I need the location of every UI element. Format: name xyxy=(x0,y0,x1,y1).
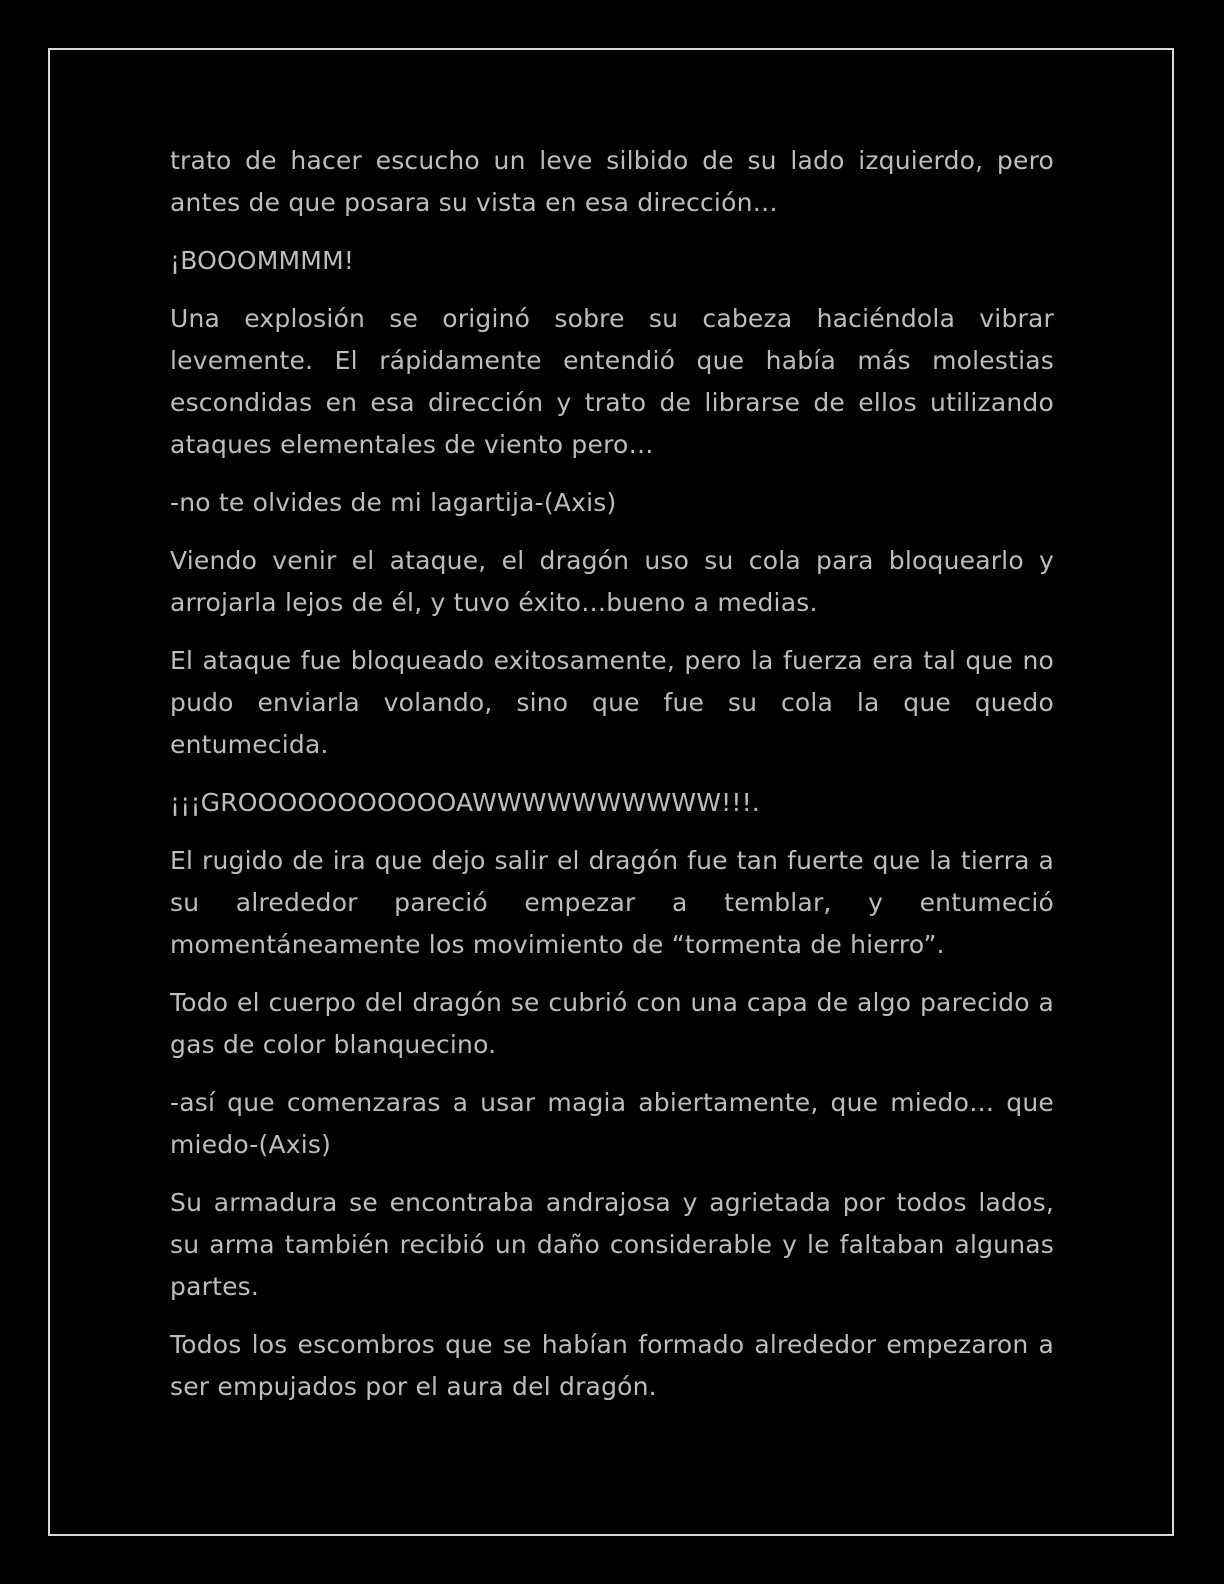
paragraph: -así que comenzaras a usar magia abiertamente, que miedo… que miedo-(Axis) xyxy=(170,1088,1054,1159)
story-text xyxy=(170,140,1054,1424)
paragraph: El rugido de ira que dejo salir el dragón fue tan fuerte que la tierra a su alrededor pareció empezar a temblar, y entumeció momentáneamente los movimiento de “tormenta de hierro”. xyxy=(170,846,1054,959)
paragraph: Todo el cuerpo del dragón se cubrió con una capa de algo parecido a gas de color blanquecino. xyxy=(170,988,1054,1059)
paragraph: ¡BOOOMMMM! xyxy=(170,246,355,275)
paragraph: El ataque fue bloqueado exitosamente, pero la fuerza era tal que no pudo enviarla volando, sino que fue su cola la que quedo entumecida. xyxy=(170,646,1054,759)
paragraph: ¡¡¡GROOOOOOOOOOOAWWWWWWWWWW!!!. xyxy=(170,788,760,817)
paragraph: trato de hacer escucho un leve silbido de su lado izquierdo, pero antes de que posara su vista en esa dirección… xyxy=(170,146,1054,217)
paragraph: Todos los escombros que se habían formado alrededor empezaron a ser empujados por el aura del dragón. xyxy=(170,1330,1054,1401)
paragraph: Su armadura se encontraba andrajosa y agrietada por todos lados, su arma también recibió un daño considerable y le faltaban algunas partes. xyxy=(170,1188,1054,1301)
paragraph: Una explosión se originó sobre su cabeza haciéndola vibrar levemente. El rápidamente entendió que había más molestias escondidas en esa dirección y trato de librarse de ellos utilizando ataques elementales de viento pero… xyxy=(170,304,1054,459)
paragraph: Viendo venir el ataque, el dragón uso su cola para bloquearlo y arrojarla lejos de él, y tuvo éxito…bueno a medias. xyxy=(170,546,1054,617)
paragraph: -no te olvides de mi lagartija-(Axis) xyxy=(170,488,617,517)
